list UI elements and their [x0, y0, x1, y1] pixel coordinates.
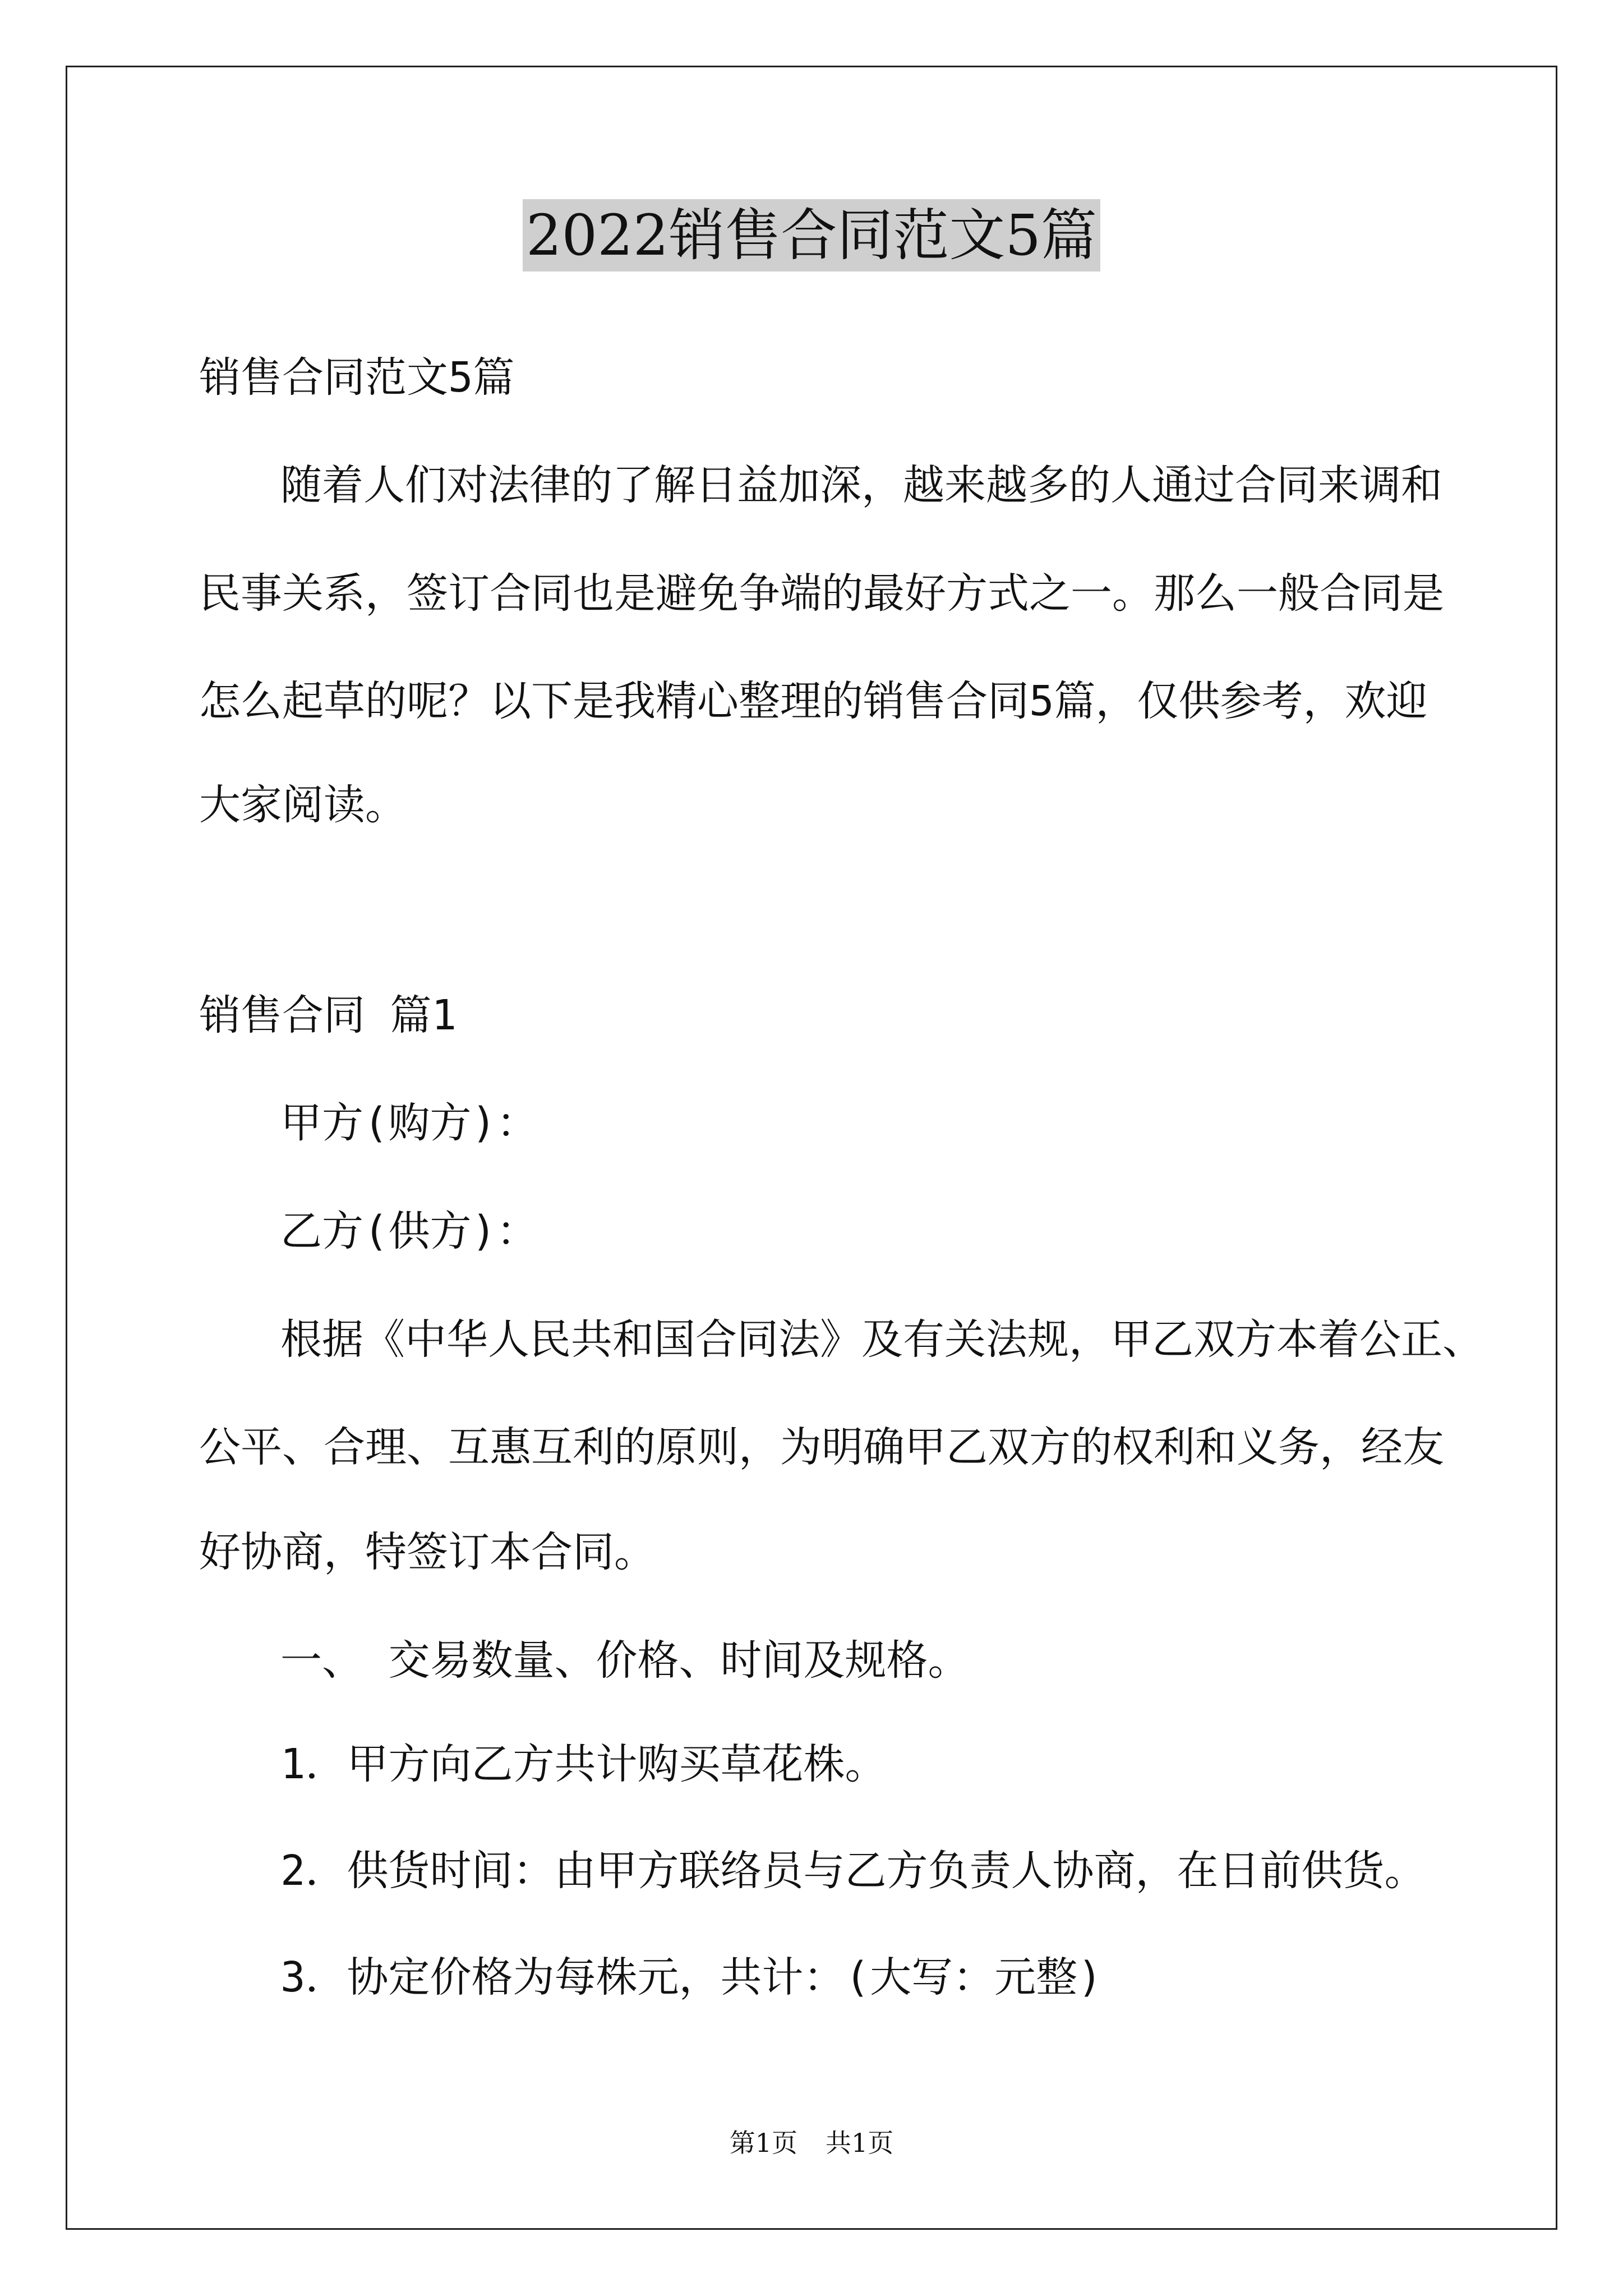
item-3: 3．协定价格为每株元，共计：(大写：元整) [280, 1953, 1103, 2001]
intro-line-4: 大家阅读。 [199, 781, 407, 829]
item-1: 1．甲方向乙方共计购买草花株。 [280, 1740, 887, 1788]
document-title [0, 199, 1623, 272]
party-a: 甲方(购方)： [280, 1099, 538, 1147]
clause-heading: 一、 交易数量、价格、时间及规格。 [280, 1636, 970, 1685]
document-title-text: 2022销售合同范文5篇 [523, 199, 1100, 272]
preamble-line-1: 根据《中华人民共和国合同法》及有关法规，甲乙双方本着公正、 [280, 1315, 1484, 1364]
intro-line-3: 怎么起草的呢？以下是我精心整理的销售合同5篇，仅供参考，欢迎 [199, 677, 1428, 725]
preamble-line-3: 好协商，特签订本合同。 [199, 1528, 656, 1576]
page-total: 共1页 [826, 2128, 894, 2158]
section-heading: 销售合同 篇1 [199, 991, 457, 1039]
subtitle: 销售合同范文5篇 [199, 353, 515, 402]
intro-line-1: 随着人们对法律的了解日益加深，越来越多的人通过合同来调和 [280, 461, 1442, 509]
page-current: 第1页 [729, 2128, 797, 2158]
preamble-line-2: 公平、合理、互惠互利的原则，为明确甲乙双方的权利和义务，经友 [199, 1423, 1444, 1471]
party-b: 乙方(供方)： [280, 1207, 538, 1255]
intro-line-2: 民事关系，签订合同也是避免争端的最好方式之一。那么一般合同是 [199, 569, 1444, 618]
item-2: 2．供货时间：由甲方联络员与乙方负责人协商，在日前供货。 [280, 1847, 1426, 1895]
page-footer [0, 2126, 1623, 2160]
